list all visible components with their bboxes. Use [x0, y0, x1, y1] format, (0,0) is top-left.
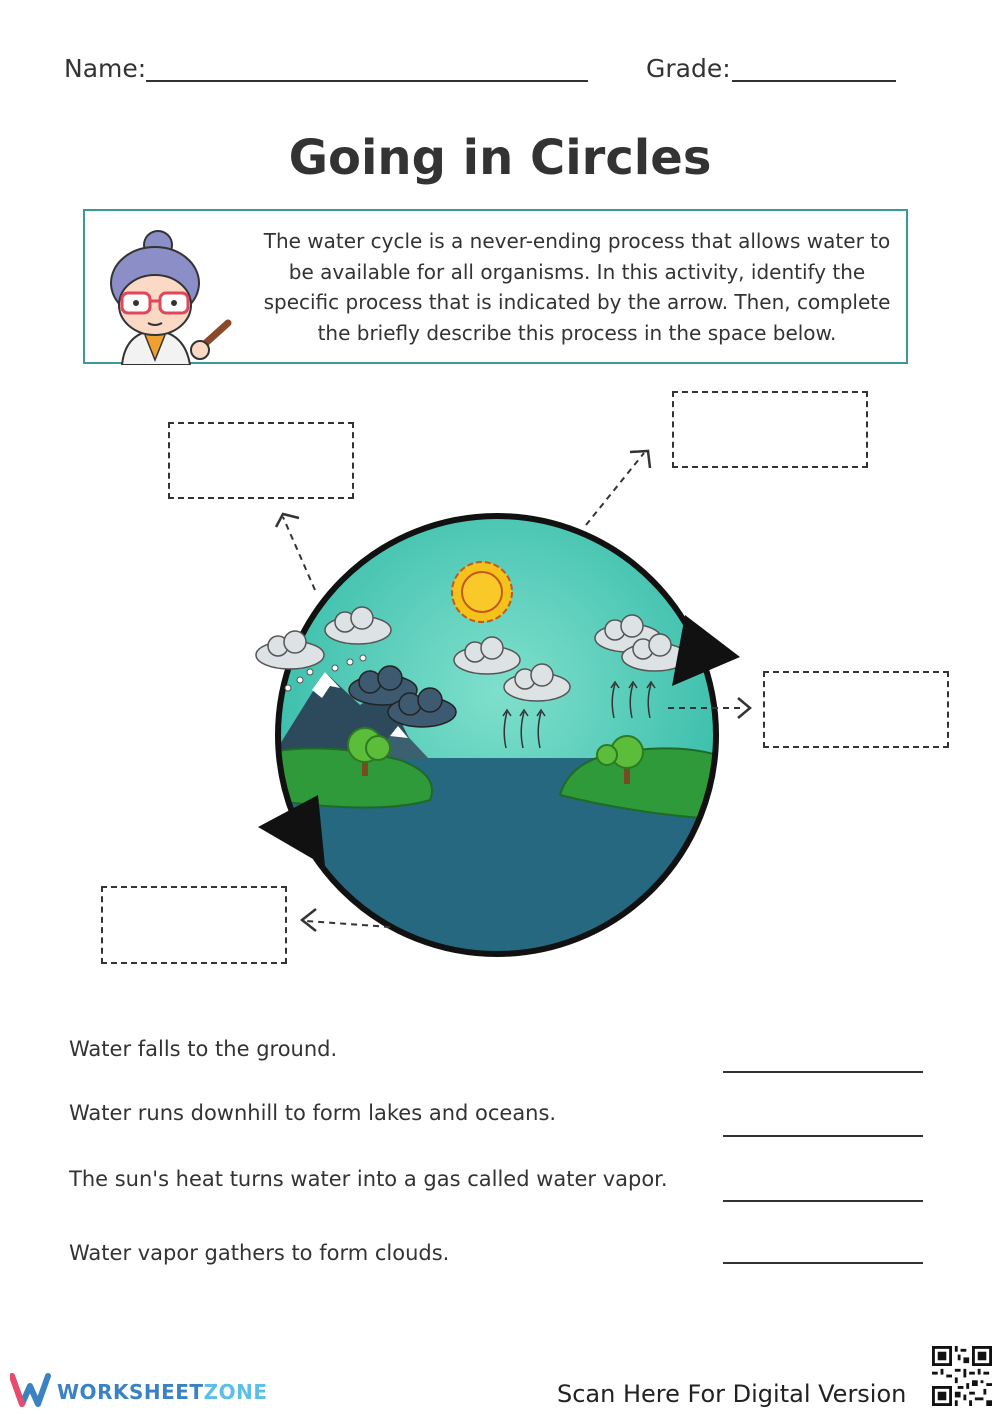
answer-line-3[interactable]: [723, 1200, 923, 1202]
instructions-text: The water cycle is a never-ending process that allows water to be available for all organisms. In this activity, identify the specific process that is indicated by the arrow. Then, complete the briefly describe this process in the space below.: [263, 229, 891, 345]
brand-part2: ZONE: [203, 1380, 268, 1404]
pointer-arrowhead-tr: [630, 451, 650, 468]
worksheetzone-logo-icon: [10, 1372, 52, 1408]
pointer-arrowhead-bl: [302, 909, 316, 931]
grade-label: Grade:: [646, 54, 731, 83]
teacher-illustration: [100, 225, 235, 365]
question-4: Water vapor gathers to form clouds.: [69, 1241, 450, 1265]
answer-line-4[interactable]: [723, 1262, 923, 1264]
answer-line-2[interactable]: [723, 1135, 923, 1137]
brand-part1: WORKSHEET: [57, 1380, 204, 1404]
question-1: Water falls to the ground.: [69, 1037, 338, 1061]
name-label: Name:: [64, 54, 147, 83]
page-title: Going in Circles: [288, 130, 712, 186]
sun-icon: [452, 562, 512, 622]
brand-name: [57, 1380, 267, 1404]
globe: [270, 510, 730, 968]
answer-line-1[interactable]: [723, 1071, 923, 1073]
grade-field[interactable]: [732, 80, 896, 82]
qr-code-icon[interactable]: [932, 1346, 992, 1406]
name-field[interactable]: [146, 80, 588, 82]
question-3: The sun's heat turns water into a gas called water vapor.: [69, 1167, 668, 1191]
scan-caption: Scan Here For Digital Version: [557, 1380, 907, 1408]
water-cycle-diagram: [0, 380, 1000, 980]
question-2: Water runs downhill to form lakes and oceans.: [69, 1101, 557, 1125]
